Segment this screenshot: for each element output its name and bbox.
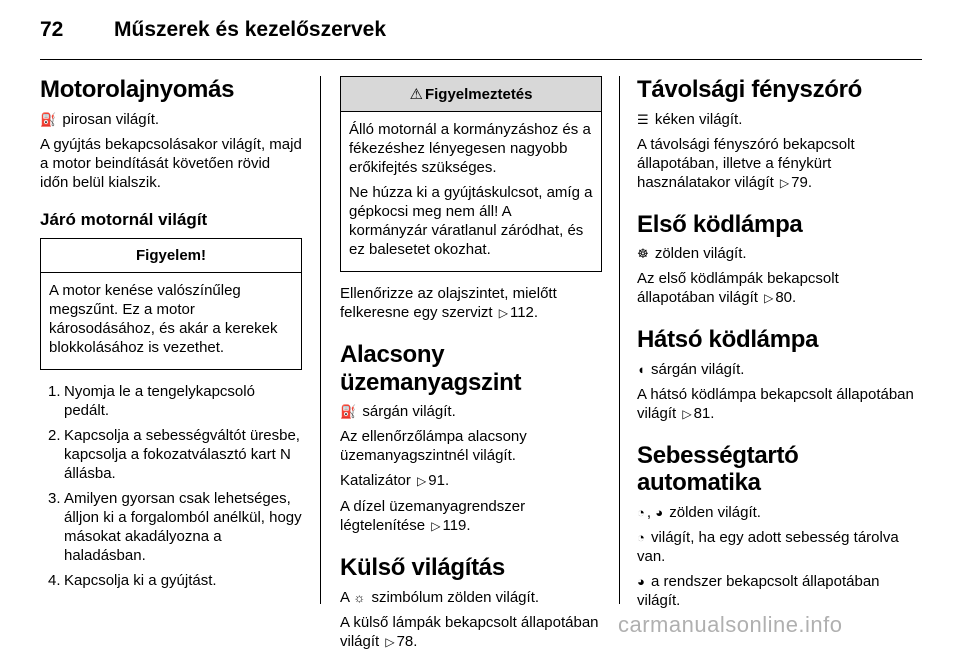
- reference-arrow-icon: ▷: [417, 474, 427, 489]
- column-2: [340, 76, 602, 658]
- page-title: Műszerek és kezelőszervek: [114, 18, 387, 41]
- rear-fog-light-icon: ◖: [637, 361, 645, 377]
- reference-arrow-icon: ▷: [431, 519, 441, 534]
- section-heading: Első ködlámpa: [637, 210, 803, 238]
- fuel-pump-icon: ⛽: [340, 404, 357, 420]
- list-item: 3. Amilyen gyorsan csak lehetséges, álljon ki a forgalomból anélkül, hogy másokat akadályozna a haladásban.: [48, 489, 302, 564]
- reference-arrow-icon: ▷: [764, 291, 774, 306]
- subsection-heading: Járó motornál világít: [40, 209, 208, 229]
- paragraph: A hátsó ködlámpa bekapcsolt állapotában világít ▷ 81.: [637, 385, 914, 422]
- paragraph: A gyújtás bekapcsolásakor világít, majd a motor beindítását követően rövid időn belül kialszik.: [40, 135, 302, 191]
- column-divider: [320, 76, 321, 604]
- section-heading: Sebességtartó automatika: [637, 441, 799, 497]
- page-header: [40, 18, 920, 52]
- list-item: 2. Kapcsolja a sebességváltót üresbe, kapcsolja a fokozatválasztó kart N állásba.: [48, 426, 300, 482]
- notice-text: A motor kenése valószínűleg megszűnt. Ez a motor károsodásához, és akár a kerekek blokkolásához is vezethet.: [49, 281, 278, 356]
- list-item: 4. Kapcsolja ki a gyújtást.: [48, 571, 217, 589]
- reference-arrow-icon: ▷: [498, 306, 508, 320]
- oil-pressure-icon: ⛽: [40, 111, 57, 127]
- watermark: carmanualsonline.info: [618, 612, 843, 637]
- icon-line: ☰ kéken világít.: [637, 110, 743, 128]
- section-heading: Hátsó ködlámpa: [637, 326, 819, 354]
- icon-line: ◔ , ◕ zölden világít.: [637, 503, 761, 521]
- column-1: [40, 76, 302, 596]
- section-heading: Távolsági fényszóró: [637, 76, 863, 103]
- reference-arrow-icon: ▷: [385, 634, 395, 649]
- cruise-control-set-icon: ◕: [655, 504, 664, 520]
- section-heading: Motorolajnyomás: [40, 76, 235, 103]
- paragraph: Katalizátor ▷ 91.: [340, 472, 450, 490]
- paragraph: A távolsági fényszóró bekapcsolt állapotában, illetve a fénykürt használatakor világít ▷ 79.: [637, 135, 855, 191]
- warning-box: [340, 76, 602, 272]
- steps-list: [40, 382, 302, 590]
- icon-line: ☸ zölden világít.: [637, 245, 747, 263]
- icon-line: ⛽ pirosan világít.: [40, 110, 160, 128]
- warning-text: Álló motornál a kormányzáshoz és a fékezéshez lényegesen nagyobb erőkifejtés szükséges.: [349, 121, 591, 176]
- section-heading: Alacsony üzemanyagszint: [340, 341, 522, 396]
- page-number: 72: [40, 18, 64, 41]
- icon-line: ⛽ sárgán világít.: [340, 403, 456, 421]
- notice-box: [40, 238, 302, 370]
- warning-text: Ne húzza ki a gyújtáskulcsot, amíg a gépkocsi meg nem áll! A kormányzár váratlanul záródhat, és ez balesetet okozhat.: [349, 184, 593, 258]
- icon-line: A ☼ szimbólum zölden világít.: [340, 588, 540, 606]
- list-item: 1. Nyomja le a tengelykapcsoló pedált.: [48, 382, 255, 419]
- column-3: [637, 76, 917, 616]
- reference-arrow-icon: ▷: [682, 406, 692, 421]
- paragraph: A külső lámpák bekapcsolt állapotában világít ▷ 78.: [340, 613, 599, 650]
- icon-line: ◖ sárgán világít.: [637, 360, 745, 378]
- high-beam-icon: ☰: [637, 111, 649, 127]
- front-fog-light-icon: ☸: [637, 246, 649, 262]
- cruise-control-icon: ◔: [637, 504, 645, 520]
- cruise-control-set-icon: ◕: [637, 573, 645, 589]
- column-divider: [619, 76, 620, 604]
- paragraph: ◕ a rendszer bekapcsolt állapotában világít.: [637, 572, 880, 609]
- paragraph: ◔ világít, ha egy adott sebesség tárolva van.: [637, 528, 899, 565]
- paragraph: Az ellenőrzőlámpa alacsony üzemanyagszintnél világít.: [340, 428, 527, 465]
- reference-arrow-icon: ▷: [779, 175, 790, 190]
- header-divider: [40, 59, 922, 60]
- cruise-control-icon: ◔: [637, 529, 645, 545]
- paragraph: Ellenőrizze az olajszintet, mielőtt felkeresne egy szervizt ▷ 112.: [340, 285, 557, 321]
- section-heading: Külső világítás: [340, 554, 505, 582]
- warning-title: ⚠ Figyelmeztetés: [341, 77, 601, 112]
- paragraph: A dízel üzemanyagrendszer légtelenítése ▷ 119.: [340, 498, 526, 535]
- warning-triangle-icon: ⚠: [409, 86, 423, 103]
- paragraph: Az első ködlámpák bekapcsolt állapotában világít ▷ 80.: [637, 270, 839, 307]
- notice-title: Figyelem!: [41, 239, 301, 273]
- exterior-light-icon: ☼: [353, 589, 366, 605]
